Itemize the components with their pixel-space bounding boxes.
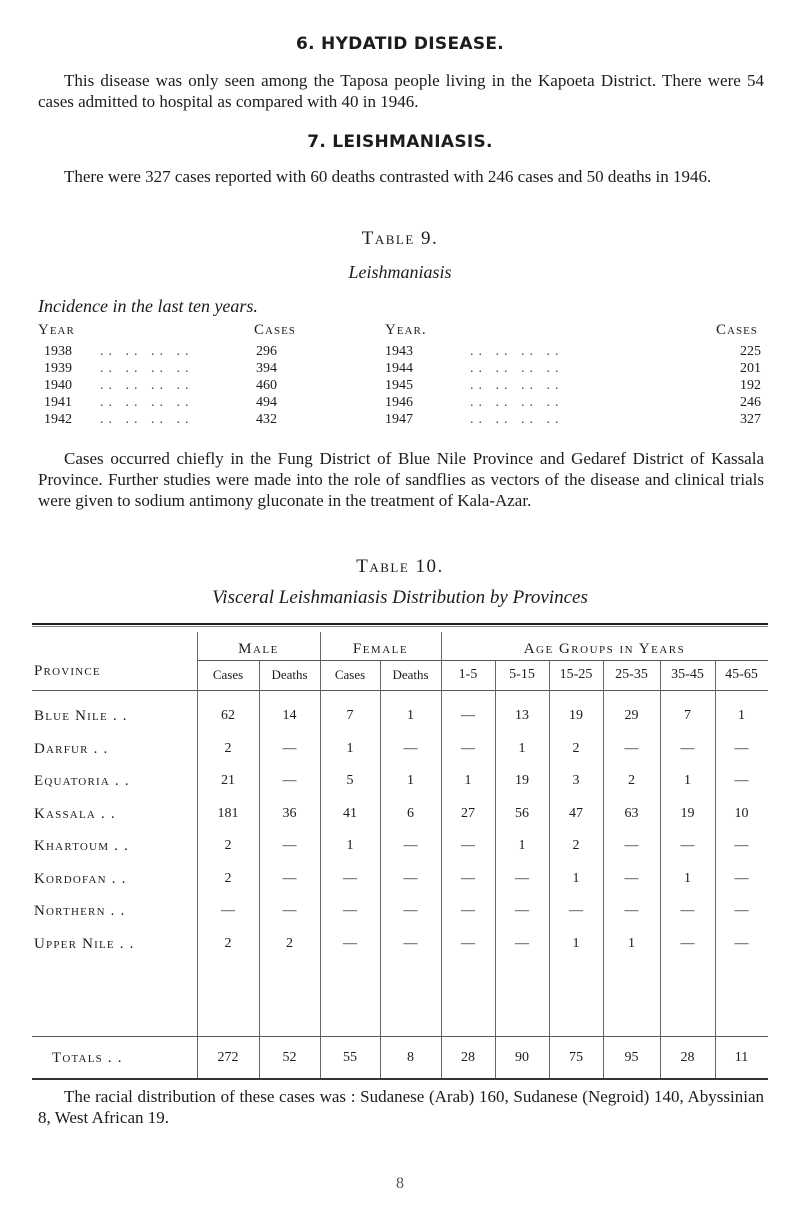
table10-value: 6 — [407, 806, 414, 821]
table9-year: 1940 — [44, 378, 72, 393]
table10-subheader: 45-65 — [725, 667, 758, 682]
table10-header-province: Province — [34, 663, 101, 679]
table10-header-bottom-rule — [32, 690, 768, 691]
table10-value: — — [343, 871, 357, 886]
table10-value: 1 — [684, 871, 691, 886]
table10-value: — — [680, 936, 695, 951]
table10-header-split-rule — [197, 660, 768, 661]
table9-leader: .. .. .. .. — [470, 412, 564, 427]
table9-row — [0, 412, 800, 430]
cases-paragraph: Cases occurred chiefly in the Fung District of Blue Nile Province and Gedaref District of Kassala Province. Further studies were made into the role of sandflies as vectors of the disease and clinical trials were given to sodium antimony gluconate in the treatment of Kala-Azar. — [38, 449, 764, 510]
table9-leader: .. .. .. .. — [100, 395, 194, 410]
table9-header-year: Year — [38, 322, 75, 338]
table10-province: Northern . . — [34, 903, 126, 919]
table9-year: 1938 — [44, 344, 72, 359]
table10-header-age-groups: Age Groups in Years — [523, 641, 686, 657]
table10-value: — — [343, 936, 357, 951]
table9-year: 1943 — [385, 344, 413, 359]
table10-value: — — [624, 903, 639, 918]
table10-value: 13 — [515, 708, 529, 723]
table10-value: 2 — [224, 741, 232, 756]
hydatid-paragraph: This disease was only seen among the Taposa people living in the Kapoeta District. There were 54 cases admitted to hospital as compared with 40 in 1946. — [38, 71, 764, 111]
table10-bottom-rule — [32, 1078, 768, 1080]
table10-total-value: 272 — [217, 1050, 239, 1065]
table10-value: 181 — [217, 806, 239, 821]
table9-cases: 246 — [740, 395, 761, 410]
table9-leader: .. .. .. .. — [100, 361, 194, 376]
table10-column-rule — [441, 632, 442, 1078]
table10-title: Table 10. — [356, 556, 444, 577]
table9-year: 1941 — [44, 395, 72, 410]
table9-leader: .. .. .. .. — [470, 361, 564, 376]
table10-value: 29 — [624, 708, 639, 723]
table10-value: — — [515, 903, 529, 918]
table10-total-value: 11 — [734, 1050, 749, 1065]
table9-cases: 296 — [256, 344, 277, 359]
table10-subheader: Cases — [334, 667, 366, 682]
table9-caption: Incidence in the last ten years. — [38, 296, 258, 316]
table9-header-cases: Cases — [254, 322, 296, 338]
table10-value: 19 — [515, 773, 529, 788]
table9-cases: 201 — [740, 361, 761, 376]
table10-top-rule — [32, 623, 768, 625]
table9-cases: 225 — [740, 344, 761, 359]
table9-cases: 327 — [740, 412, 761, 427]
table10-header-female: Female — [352, 641, 409, 657]
table10-value: 41 — [343, 806, 357, 821]
table9-leader: .. .. .. .. — [470, 378, 564, 393]
table9-row — [0, 361, 800, 379]
table9-cases: 432 — [256, 412, 277, 427]
table10-value: 7 — [684, 708, 691, 723]
table10-subheader: 35-45 — [671, 667, 704, 682]
table10-value: 7 — [346, 708, 354, 723]
table9-year: 1945 — [385, 378, 413, 393]
table10-value: 62 — [221, 708, 235, 723]
table10-value: 1 — [346, 741, 354, 756]
table10-value: 3 — [572, 773, 580, 788]
table10-province: Darfur . . — [34, 741, 109, 757]
table9-leader: .. .. .. .. — [100, 344, 194, 359]
table9-year: 1947 — [385, 412, 413, 427]
table9-leader: .. .. .. .. — [100, 412, 194, 427]
table10-header-male: Male — [238, 641, 279, 657]
table10-province: Equatoria . . — [34, 773, 130, 789]
table9-cases: 192 — [740, 378, 761, 393]
section-heading-hydatid: 6. HYDATID DISEASE. — [295, 34, 505, 54]
table10-value: 21 — [221, 773, 235, 788]
table10-value: — — [680, 741, 695, 756]
table10-value: 47 — [569, 806, 583, 821]
table10-value: 1 — [684, 773, 691, 788]
table10-value: 2 — [628, 773, 635, 788]
table10-value: — — [343, 903, 357, 918]
table10-value: 2 — [224, 936, 232, 951]
table9-year: 1939 — [44, 361, 72, 376]
table10-province: Kassala . . — [34, 806, 116, 822]
table10-value: — — [734, 773, 749, 788]
table10-value: 1 — [464, 773, 472, 788]
table10-value: — — [461, 708, 475, 723]
table10-total-value: 95 — [624, 1050, 639, 1065]
table10-value: 1 — [628, 936, 635, 951]
table9-subtitle: Leishmaniasis — [348, 262, 452, 282]
table9-row — [0, 395, 800, 413]
table10-value: — — [403, 871, 418, 886]
table10-value: 1 — [518, 741, 526, 756]
table10-value: — — [734, 903, 749, 918]
table10-value: — — [624, 871, 639, 886]
table10-value: 19 — [569, 708, 583, 723]
table9-year: 1944 — [385, 361, 413, 376]
table10-value: 1 — [407, 708, 414, 723]
table10-value: — — [734, 741, 749, 756]
table10-column-rule — [197, 632, 198, 1078]
table10-value: — — [569, 903, 583, 918]
table10-value: — — [680, 838, 695, 853]
table10-value: 1 — [407, 773, 414, 788]
table10-top-rule-2 — [32, 626, 768, 627]
table10-value: — — [461, 838, 475, 853]
table10-total-value: 90 — [515, 1050, 529, 1065]
table10-value: 36 — [282, 806, 297, 821]
table10-value: — — [515, 936, 529, 951]
table10-province: Upper Nile . . — [34, 936, 135, 952]
table10-value: — — [461, 741, 475, 756]
table10-subheader: Deaths — [271, 667, 308, 682]
table10-subheader: 5-15 — [509, 667, 535, 682]
table9-leader: .. .. .. .. — [470, 395, 564, 410]
table10-value: 1 — [518, 838, 526, 853]
table10-total-value: 55 — [343, 1050, 357, 1065]
table10-subheader: 15-25 — [559, 667, 593, 682]
table10-province: Kordofan . . — [34, 871, 127, 887]
table10-value: 1 — [572, 871, 580, 886]
table10-value: — — [624, 741, 639, 756]
table9-leader: .. .. .. .. — [470, 344, 564, 359]
table10-value: 56 — [515, 806, 529, 821]
table10-province: Khartoum . . — [34, 838, 129, 854]
table10-total-value: 28 — [461, 1050, 475, 1065]
table9-header-cases2: Cases — [716, 322, 758, 338]
table9-row — [0, 344, 800, 362]
table10-value: — — [282, 741, 297, 756]
table10-value: — — [515, 871, 529, 886]
table10-total-value: 28 — [680, 1050, 695, 1065]
table10-subheader: Cases — [212, 667, 244, 682]
table9-header-year2: Year. — [385, 322, 427, 338]
racial-paragraph: The racial distribution of these cases was : Sudanese (Arab) 160, Sudanese (Negroid) 140, Abyssinian 8, West African 19. — [38, 1087, 764, 1127]
table9-cases: 394 — [256, 361, 277, 376]
table9-year: 1942 — [44, 412, 72, 427]
table10-value: — — [282, 903, 297, 918]
table10-value: 27 — [461, 806, 475, 821]
table10-total-value: 8 — [407, 1050, 414, 1065]
table10-value: — — [461, 936, 475, 951]
table10-value: 1 — [738, 708, 745, 723]
table10-subheader: 1-5 — [458, 667, 478, 682]
table10-value: — — [282, 838, 297, 853]
table10-value: — — [282, 871, 297, 886]
table9-row — [0, 378, 800, 396]
table10-value: 2 — [224, 871, 232, 886]
table9-cases: 494 — [256, 395, 277, 410]
section-heading-leishmaniasis: 7. LEISHMANIASIS. — [307, 132, 493, 152]
table10-value: 63 — [624, 806, 639, 821]
table10-value: — — [734, 871, 749, 886]
table10-total-value: 75 — [569, 1050, 583, 1065]
table10-subheader: Deaths — [392, 667, 429, 682]
table10-value: — — [624, 838, 639, 853]
table10-column-rule — [320, 632, 321, 1078]
table9-cases: 460 — [256, 378, 277, 393]
table9-leader: .. .. .. .. — [100, 378, 194, 393]
table10-subheader: 25-35 — [615, 667, 648, 682]
table10-subtitle: Visceral Leishmaniasis Distribution by Provinces — [212, 587, 588, 608]
table10-value: — — [734, 838, 749, 853]
table10-value: — — [403, 741, 418, 756]
table10-value: 2 — [572, 741, 580, 756]
table10-value: — — [461, 871, 475, 886]
table10-value: — — [403, 903, 418, 918]
table10-value: 1 — [572, 936, 580, 951]
table10-value: 19 — [680, 806, 695, 821]
table10-value: — — [282, 773, 297, 788]
table10-value: 2 — [572, 838, 580, 853]
table10-value: 2 — [286, 936, 293, 951]
table10-province: Blue Nile . . — [34, 708, 128, 724]
page-number: 8 — [396, 1175, 404, 1192]
table10-value: 10 — [734, 806, 749, 821]
table10-value: — — [403, 936, 418, 951]
table10-totals-rule — [32, 1036, 768, 1037]
table10-total-value: 52 — [282, 1050, 297, 1065]
table10-totals-label: Totals . . — [52, 1050, 123, 1066]
table10-value: — — [680, 903, 695, 918]
table10-value: — — [403, 838, 418, 853]
leishmaniasis-paragraph: There were 327 cases reported with 60 deaths contrasted with 246 cases and 50 deaths in 1946. — [64, 167, 712, 186]
table9-year: 1946 — [385, 395, 413, 410]
table10-value: 2 — [224, 838, 232, 853]
table10-value: 5 — [346, 773, 354, 788]
table9-title: Table 9. — [361, 228, 439, 249]
table10-value: — — [734, 936, 749, 951]
table10-value: 14 — [282, 708, 297, 723]
table10-value: — — [221, 903, 235, 918]
table10-value: — — [461, 903, 475, 918]
table10-value: 1 — [346, 838, 354, 853]
